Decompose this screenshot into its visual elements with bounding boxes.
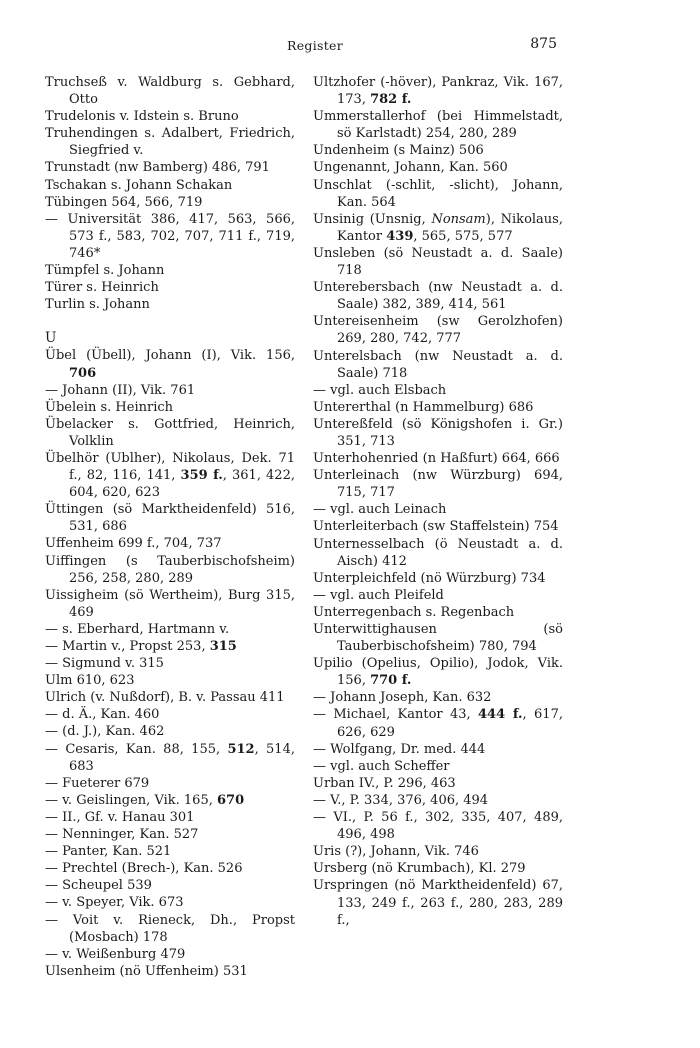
entry-text-after: ), Nikolaus, Kantor [337,211,563,244]
entry-text: — (d. J.), Kan. 462 [45,724,165,740]
index-entry [45,809,295,826]
entry-text: Üttingen (sö Marktheidenfeld) 516, 531, 686 [45,502,295,535]
index-entry [313,809,563,843]
entry-text: — vgl. auch Elsbach [313,382,447,398]
index-entry [313,621,563,655]
index-entry [45,587,295,621]
entry-text: Unsleben (sö Neustadt a. d. Saale) 718 [313,245,563,279]
index-entry [313,570,563,587]
entry-text: Unterregenbach s. Regenbach [313,604,515,620]
index-entry [45,399,295,416]
entry-text: Unterelsbach (nw Neustadt a. d. Saale) 718 [313,348,563,381]
entry-text-tail: , 565, 575, 577 [413,228,513,244]
entry-text: — Sigmund v. 315 [45,656,164,672]
entry-text: Übelacker s. Gottfried, Heinrich, Volklin [45,416,295,449]
index-entry [313,348,563,382]
index-column-left [45,74,295,980]
index-entry [45,159,295,176]
page-title: Register [286,38,344,53]
entry-text: Unterhohenried (n Haßfurt) 664, 666 [313,451,560,467]
entry-text-after: , 514, 683 [69,741,295,774]
index-entry [45,382,295,399]
entry-italic: Nonsam [431,211,486,227]
entry-text: — v. Weißenburg 479 [45,946,186,962]
index-entry [45,672,295,689]
entry-text: Unsinig (Unsnig, [313,211,432,227]
index-entry [45,655,295,672]
index-entry [313,604,563,621]
entry-text: — Voit v. Rieneck, Dh., Propst (Mosbach) 178 [45,912,295,945]
index-entry [45,775,295,792]
entry-text: — v. Speyer, Vik. 673 [45,895,184,911]
index-entry [313,211,563,245]
entry-text: Truhendingen s. Adalbert, Friedrich, Siegfried v. [45,126,295,159]
index-entry [313,860,563,877]
index-entry [313,536,563,570]
index-entry [313,706,563,740]
entry-text: — VI., P. 56 f., 302, 335, 407, 489, 496, 498 [313,810,563,843]
index-entry [45,621,295,638]
index-entry [45,946,295,963]
index-entry [313,245,563,279]
entry-text: Tschakan s. Johann Schakan [45,177,233,193]
entry-text: Unterebersbach (nw Neustadt a. d. Saale) 382, 389, 414, 561 [313,280,563,313]
index-entry [45,741,295,775]
entry-text: Uiffingen (s Tauberbischofsheim) 256, 258, 280, 289 [45,553,295,586]
entry-text: — Martin v., Propst 253, [45,639,210,654]
index-entry [45,108,295,125]
index-entry [313,416,563,450]
entry-text: Untererthal (n Hammelburg) 686 [313,399,534,415]
index-entry [313,792,563,809]
entry-bold-ref: 512 [227,741,255,757]
entry-bold-ref: 670 [216,792,245,808]
index-entry [45,706,295,723]
entry-text: Ulsenheim (nö Uffenheim) 531 [45,963,248,979]
entry-text: Unterpleichfeld (nö Würzburg) 734 [313,570,546,586]
index-entry [45,723,295,740]
entry-text: Trudelonis v. Idstein s. Bruno [45,109,239,125]
index-entry [45,501,295,535]
page-number: 875 [530,36,557,52]
entry-text: Unterleiterbach (sw Staffelstein) 754 [313,519,559,535]
index-entry [313,689,563,706]
entry-text: — s. Eberhard, Hartmann v. [45,621,230,637]
entry-text: — Nenninger, Kan. 527 [45,827,199,843]
entry-text: Uris (?), Johann, Vik. 746 [313,844,479,860]
entry-text: Untereßfeld (sö Königshofen i. Gr.) 351, 713 [313,416,563,449]
entry-text: Uffenheim 699 f., 704, 737 [45,536,222,552]
index-entry [313,177,563,211]
entry-text: Türer s. Heinrich [45,280,159,296]
index-entry [45,689,295,706]
index-entry [313,108,563,142]
index-entry [45,860,295,877]
index-entry [313,843,563,860]
index-entry [45,416,295,450]
entry-text: — Scheupel 539 [45,878,152,894]
entry-text: Ummerstallerhof (bei Himmelstadt, sö Karlstadt) 254, 280, 289 [313,109,563,142]
entry-bold-ref: 439 [386,228,414,244]
entry-text: — Johann (II), Vik. 761 [45,382,196,398]
entry-text: Unternesselbach (ö Neustadt a. d. Aisch) 412 [313,536,563,569]
entry-text: Ultzhofer (-höver), Pankraz, Vik. 167, 173, [313,75,563,108]
index-entry [45,125,295,159]
entry-text: Upilio (Opelius, Opilio), Jodok, Vik. 156, [313,656,563,689]
index-entry [313,74,563,108]
entry-text: Urban IV., P. 296, 463 [313,775,456,791]
index-entry [313,279,563,313]
index-entry [313,587,563,604]
entry-text: Unterleinach (nw Würzburg) 694, 715, 717 [313,468,563,501]
index-entry [45,638,295,655]
entry-text: Uissigheim (sö Wertheim), Burg 315, 469 [45,587,295,620]
entry-text: Truchseß v. Waldburg s. Gebhard, Otto [45,75,295,108]
index-entry [313,382,563,399]
entry-text: — vgl. auch Leinach [313,502,447,518]
entry-text: — Universität 386, 417, 563, 566, 573 f., 583, 702, 707, 711 f., 719, 746* [45,211,295,261]
entry-text: — v. Geislingen, Vik. 165, [45,792,217,808]
index-entry [45,450,295,501]
entry-text: — Fueterer 679 [45,775,150,791]
index-entry [45,877,295,894]
entry-text: Übel (Übell), Johann (I), Vik. 156, [45,348,295,364]
entry-bold-ref: 359 f. [180,468,223,484]
entry-text: — vgl. auch Scheffer [313,758,450,774]
entry-text: — Prechtel (Brech-), Kan. 526 [45,861,243,877]
index-entry [45,792,295,809]
entry-text: — vgl. auch Pleifeld [313,587,444,603]
entry-bold-ref: 782 f. [370,92,412,108]
entry-text: Übelein s. Heinrich [45,399,174,415]
index-entry [313,741,563,758]
index-entry [45,262,295,279]
index-entry [45,194,295,211]
index-entry [313,159,563,176]
entry-text: Untereisenheim (sw Gerolzhofen) 269, 280, 742, 777 [313,314,563,347]
index-entry [313,518,563,535]
index-entry [313,142,563,159]
index-entry [313,467,563,501]
entry-text: — Johann Joseph, Kan. 632 [313,690,492,706]
section-letter-heading: U [45,330,57,347]
index-entry [313,775,563,792]
entry-bold-ref: 706 [69,365,97,381]
index-entry [45,74,295,108]
entry-text: Undenheim (s Mainz) 506 [313,143,484,159]
entry-text: Trunstadt (nw Bamberg) 486, 791 [45,160,270,176]
index-entry [45,894,295,911]
entry-text: Turlin s. Johann [45,297,150,313]
index-entry [45,177,295,194]
entry-text: Unterwittighausen (sö Tauberbischofsheim) 780, 794 [313,622,563,655]
entry-text: Tümpfel s. Johann [45,263,165,279]
entry-text: Ulrich (v. Nußdorf), B. v. Passau 411 [45,690,285,706]
index-entry [45,347,295,381]
index-entry [45,963,295,980]
index-entry [313,758,563,775]
index-entry [45,211,295,262]
entry-text: — d. Ä., Kan. 460 [45,707,160,723]
index-entry [45,535,295,552]
index-entry [45,553,295,587]
index-entry [313,313,563,347]
index-entry [313,655,563,689]
index-entry [313,501,563,518]
index-entry [313,450,563,467]
entry-text: — Wolfgang, Dr. med. 444 [313,741,486,757]
index-entry [313,399,563,416]
entry-text: — Michael, Kantor 43, [313,707,479,723]
entry-bold-ref: 770 f. [370,673,412,689]
entry-text: Ulm 610, 623 [45,673,135,689]
entry-text: — Cesaris, Kan. 88, 155, [45,741,228,757]
entry-text: — V., P. 334, 376, 406, 494 [313,792,489,808]
entry-text: — Panter, Kan. 521 [45,844,172,860]
entry-text: — II., Gf. v. Hanau 301 [45,809,195,825]
index-entry [45,826,295,843]
entry-bold-ref: 315 [209,639,237,654]
entry-text-after: , 617, 626, 629 [337,707,563,740]
entry-text: Urspringen (nö Marktheidenfeld) 67, 133, 249 f., 263 f., 280, 283, 289 f., [313,878,563,928]
index-entry [45,279,295,296]
entry-bold-ref: 444 f. [478,707,523,723]
index-entry [313,877,563,928]
index-column-right [313,74,563,929]
entry-text: Ursberg (nö Krumbach), Kl. 279 [313,861,526,877]
entry-text: Ungenannt, Johann, Kan. 560 [313,160,508,176]
entry-text: Unschlat (-schlit, -slicht), Johann, Kan. 564 [313,177,563,210]
entry-text: Tübingen 564, 566, 719 [45,194,203,210]
entry-text-after: , 361, 422, 604, 620, 623 [69,468,295,501]
index-entry [45,843,295,860]
index-entry [45,296,295,313]
entry-text: Übelhör (Ublher), Nikolaus, Dek. 71 f., 82, 116, 141, [45,450,295,484]
index-entry [45,912,295,946]
